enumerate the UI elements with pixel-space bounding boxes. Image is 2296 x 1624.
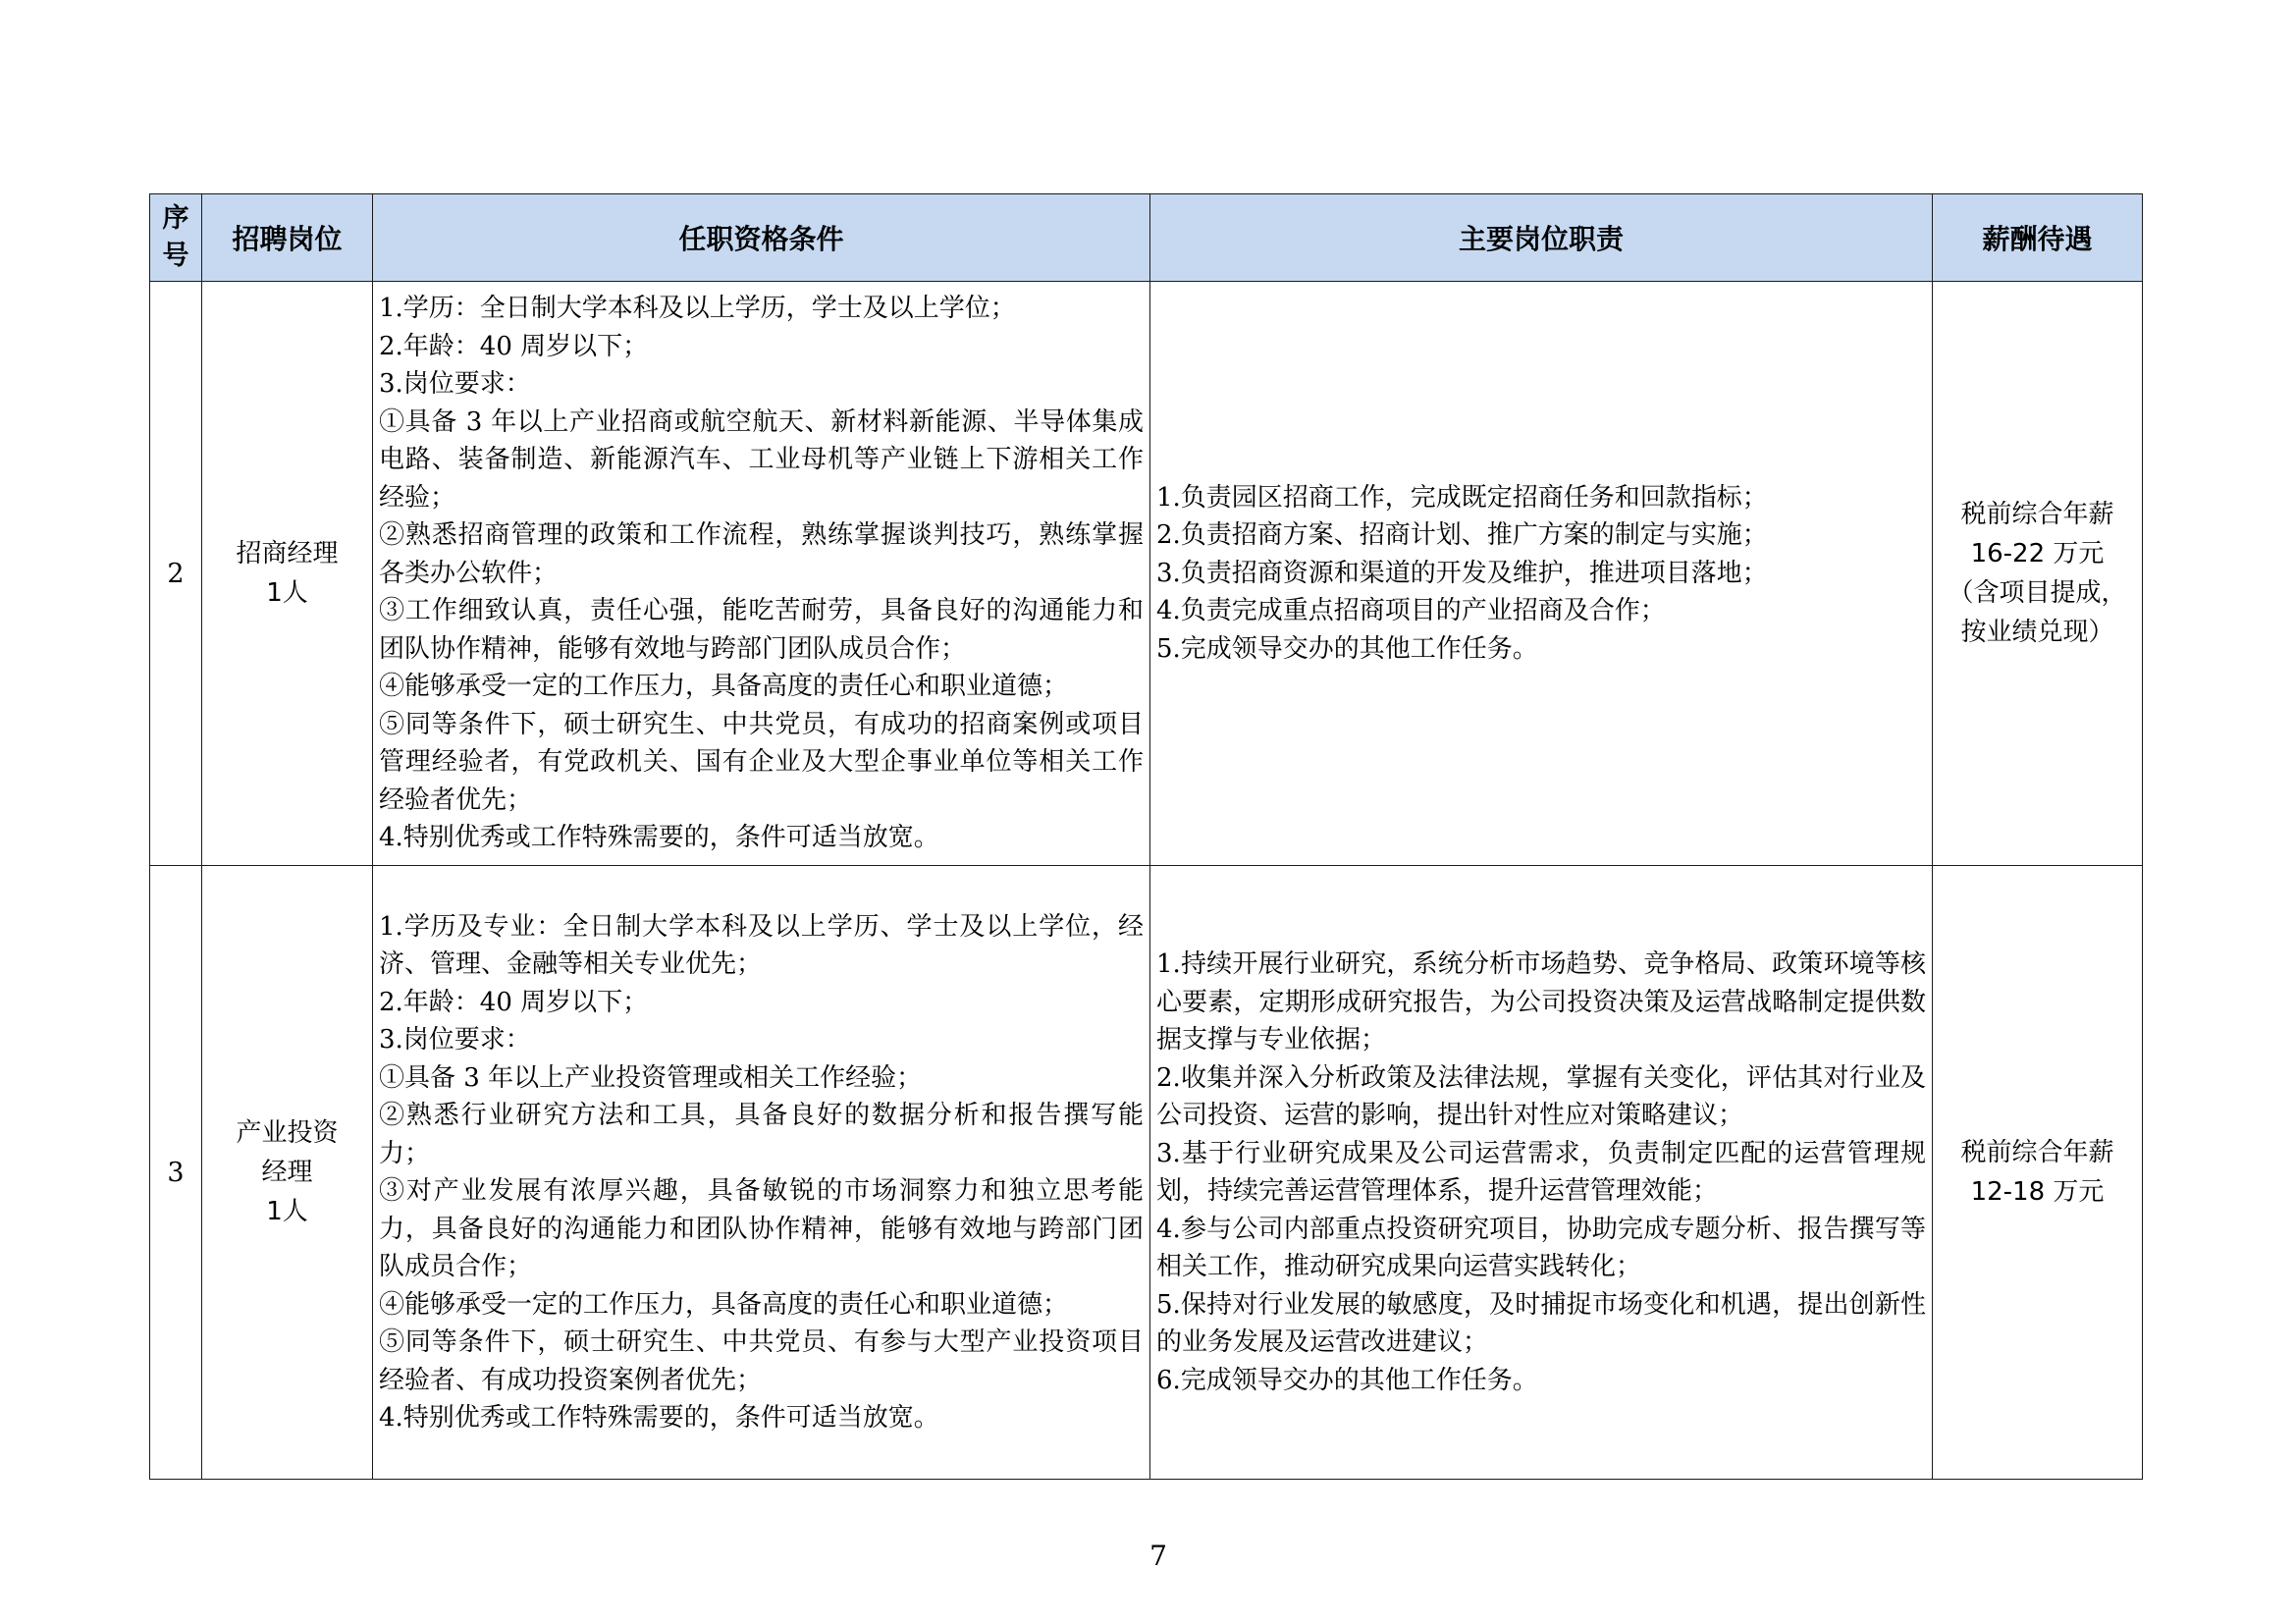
header-salary: 薪酬待遇 xyxy=(1933,194,2143,282)
recruitment-table xyxy=(149,193,2143,1480)
qualification-line: ①具备 3 年以上产业招商或航空航天、新材料新能源、半导体集成电路、装备制造、新能源汽车、工业母机等产业链上下游相关工作经验； xyxy=(379,406,1144,513)
duty-line: 4.负责完成重点招商项目的产业招商及合作； xyxy=(1156,596,1666,626)
header-qualifications: 任职资格条件 xyxy=(373,194,1150,282)
qualification-line: 3.岗位要求： xyxy=(379,1025,531,1055)
qualification-line: 3.岗位要求： xyxy=(379,369,531,400)
salary-line: 按业绩兑现） xyxy=(1960,618,2114,647)
position-cell xyxy=(202,866,373,1480)
salary-line: 12-18 万元 xyxy=(1970,1177,2105,1207)
duty-line: 6.完成领导交办的其他工作任务。 xyxy=(1156,1365,1538,1395)
duty-line: 2.收集并深入分析政策及法律法规，掌握有关变化，评估其对行业及公司投资、运营的影响，提出针对性应对策略建议； xyxy=(1156,1062,1926,1130)
position-name: 经理 xyxy=(261,1158,313,1187)
salary-line: 税前综合年薪 xyxy=(1960,1138,2114,1167)
salary-line: 税前综合年薪 xyxy=(1960,500,2114,529)
qualification-line: ⑤同等条件下，硕士研究生、中共党员，有成功的招商案例或项目管理经验者，有党政机关、国有企业及大型企事业单位等相关工作经验者优先； xyxy=(379,709,1144,815)
qualification-line: ④能够承受一定的工作压力，具备高度的责任心和职业道德； xyxy=(379,1289,1069,1320)
duty-line: 3.负责招商资源和渠道的开发及维护，推进项目落地； xyxy=(1156,558,1768,588)
duty-line: 1.负责园区招商工作，完成既定招商任务和回款指标； xyxy=(1156,482,1768,513)
qualification-line: ①具备 3 年以上产业投资管理或相关工作经验； xyxy=(379,1062,923,1093)
duty-line: 3.基于行业研究成果及公司运营需求，负责制定匹配的运营管理规划，持续完善运营管理体系，提升运营管理效能； xyxy=(1156,1138,1926,1206)
duties-cell xyxy=(1150,866,1933,1480)
duties-cell xyxy=(1150,282,1933,866)
duty-line: 4.参与公司内部重点投资研究项目，协助完成专题分析、报告撰写等相关工作，推动研究成果向运营实践转化； xyxy=(1156,1214,1926,1281)
qualification-line: ③工作细致认真，责任心强，能吃苦耐劳，具备良好的沟通能力和团队协作精神，能够有效地与跨部门团队成员合作； xyxy=(379,596,1144,664)
position-name: 招商经理 xyxy=(236,539,339,568)
seq-cell: 2 xyxy=(150,282,202,866)
qualification-line: 2.年龄：40 周岁以下； xyxy=(379,987,649,1017)
qualification-line: 1.学历：全日制大学本科及以上学历，学士及以上学位； xyxy=(379,294,1016,324)
qualifications-cell xyxy=(373,282,1150,866)
qualification-line: 4.特别优秀或工作特殊需要的，条件可适当放宽。 xyxy=(379,1403,939,1433)
qualification-line: ④能够承受一定的工作压力，具备高度的责任心和职业道德； xyxy=(379,672,1069,702)
position-cell xyxy=(202,282,373,866)
header-seq xyxy=(150,194,202,282)
position-name: 产业投资 xyxy=(236,1118,339,1148)
qualifications-cell xyxy=(373,866,1150,1480)
duty-line: 1.持续开展行业研究，系统分析市场趋势、竞争格局、政策环境等核心要素，定期形成研究报告，为公司投资决策及运营战略制定提供数据支撑与专业依据； xyxy=(1156,949,1926,1055)
salary-cell xyxy=(1933,866,2143,1480)
table-row xyxy=(150,282,2143,866)
qualification-line: ②熟悉行业研究方法和工具，具备良好的数据分析和报告撰写能力； xyxy=(379,1101,1144,1168)
qualification-line: ③对产业发展有浓厚兴趣，具备敏锐的市场洞察力和独立思考能力，具备良好的沟通能力和团队协作精神，能够有效地与跨部门团队成员合作； xyxy=(379,1176,1144,1281)
header-duties: 主要岗位职责 xyxy=(1150,194,1933,282)
qualification-line: ②熟悉招商管理的政策和工作流程，熟练掌握谈判技巧，熟练掌握各类办公软件； xyxy=(379,520,1144,588)
qualification-line: 4.特别优秀或工作特殊需要的，条件可适当放宽。 xyxy=(379,823,939,853)
qualification-line: 1.学历及专业：全日制大学本科及以上学历、学士及以上学位，经济、管理、金融等相关专业优先； xyxy=(379,911,1144,979)
table-header-row xyxy=(150,194,2143,282)
seq-cell: 3 xyxy=(150,866,202,1480)
qualification-line: 2.年龄：40 周岁以下； xyxy=(379,331,649,361)
header-position: 招聘岗位 xyxy=(202,194,373,282)
duty-line: 2.负责招商方案、招商计划、推广方案的制定与实施； xyxy=(1156,520,1768,551)
position-headcount: 1人 xyxy=(266,1197,308,1226)
salary-line: 16-22 万元 xyxy=(1970,539,2105,568)
salary-cell xyxy=(1933,282,2143,866)
duty-line: 5.完成领导交办的其他工作任务。 xyxy=(1156,633,1538,664)
header-seq-label: 序号 xyxy=(162,203,189,271)
table-row xyxy=(150,866,2143,1480)
position-headcount: 1人 xyxy=(266,578,308,608)
page-number: 7 xyxy=(1149,1540,1167,1572)
duty-line: 5.保持对行业发展的敏感度，及时捕捉市场变化和机遇，提出创新性的业务发展及运营改进建议； xyxy=(1156,1289,1926,1357)
salary-line: （含项目提成， xyxy=(1948,578,2127,608)
qualification-line: ⑤同等条件下，硕士研究生、中共党员、有参与大型产业投资项目经验者、有成功投资案例者优先； xyxy=(379,1327,1144,1395)
